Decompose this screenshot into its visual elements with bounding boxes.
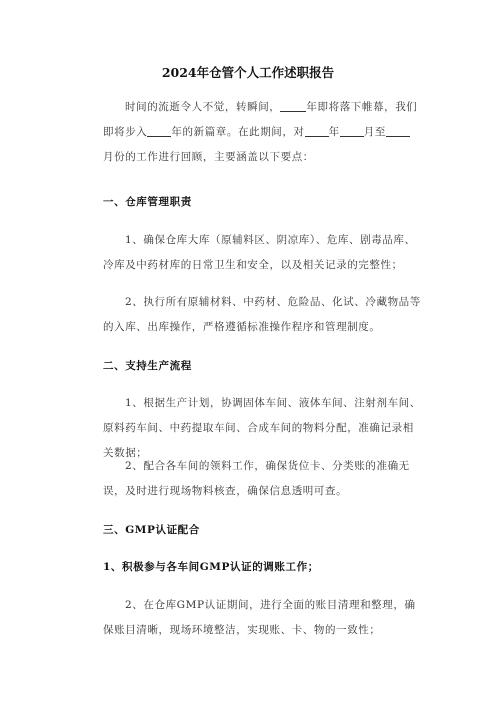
section3-paragraph-2: 2、在仓库GMP认证期间，进行全面的账目清理和整理，确保账目清晰，现场环境整洁，实现账、卡、物的一致性；	[103, 599, 416, 636]
section3-heading: 三、GMP认证配合	[103, 524, 200, 536]
blank-year-1	[280, 99, 306, 112]
intro-text-6: 月份的工作进行回顾，主要涵盖以下要点：	[103, 151, 314, 163]
blank-year-2	[147, 124, 171, 137]
document-title: 2024年仓管个人工作述职报告	[161, 65, 335, 80]
intro-text-2: 年即将落下帷幕，我们即将步入	[103, 101, 418, 138]
section1-paragraph-2: 2、执行所有原辅材料、中药材、危险品、化试、冷藏物品等的入库、出库操作，严格遵循标准操作程序和管理制度。	[103, 296, 421, 333]
blank-month-1	[340, 124, 364, 137]
intro-text-3: 年的新篇章。在此期间，对	[171, 126, 305, 138]
intro-text-1: 时间的流逝令人不觉，转瞬间，	[125, 101, 281, 113]
intro-paragraph	[103, 95, 421, 170]
intro-text-5: 月至	[363, 126, 386, 138]
section2-paragraph-1: 1、根据生产计划，协调固体车间、液体车间、注射剂车间、原料药车间、中药提取车间、合成车间的物料分配，准确记录相关数据；	[103, 397, 421, 459]
section2-heading: 二、支持生产流程	[103, 360, 192, 372]
blank-month-2	[386, 124, 410, 137]
section3-subheading-1: 1、积极参与各车间GMP认证的调账工作；	[103, 561, 319, 573]
blank-year-3	[305, 124, 329, 137]
intro-text-4: 年	[328, 126, 340, 138]
section2-paragraph-2: 2、配合各车间的领料工作，确保货位卡、分类账的准确无误，及时进行现场物料核查，确保信息透明可查。	[103, 460, 410, 497]
section1-heading: 一、仓库管理职责	[103, 196, 192, 208]
section1-paragraph-1: 1、确保仓库大库（原辅料区、阴凉库）、危库、剧毒品库、冷库及中药材库的日常卫生和安全，以及相关记录的完整性；	[103, 234, 416, 271]
